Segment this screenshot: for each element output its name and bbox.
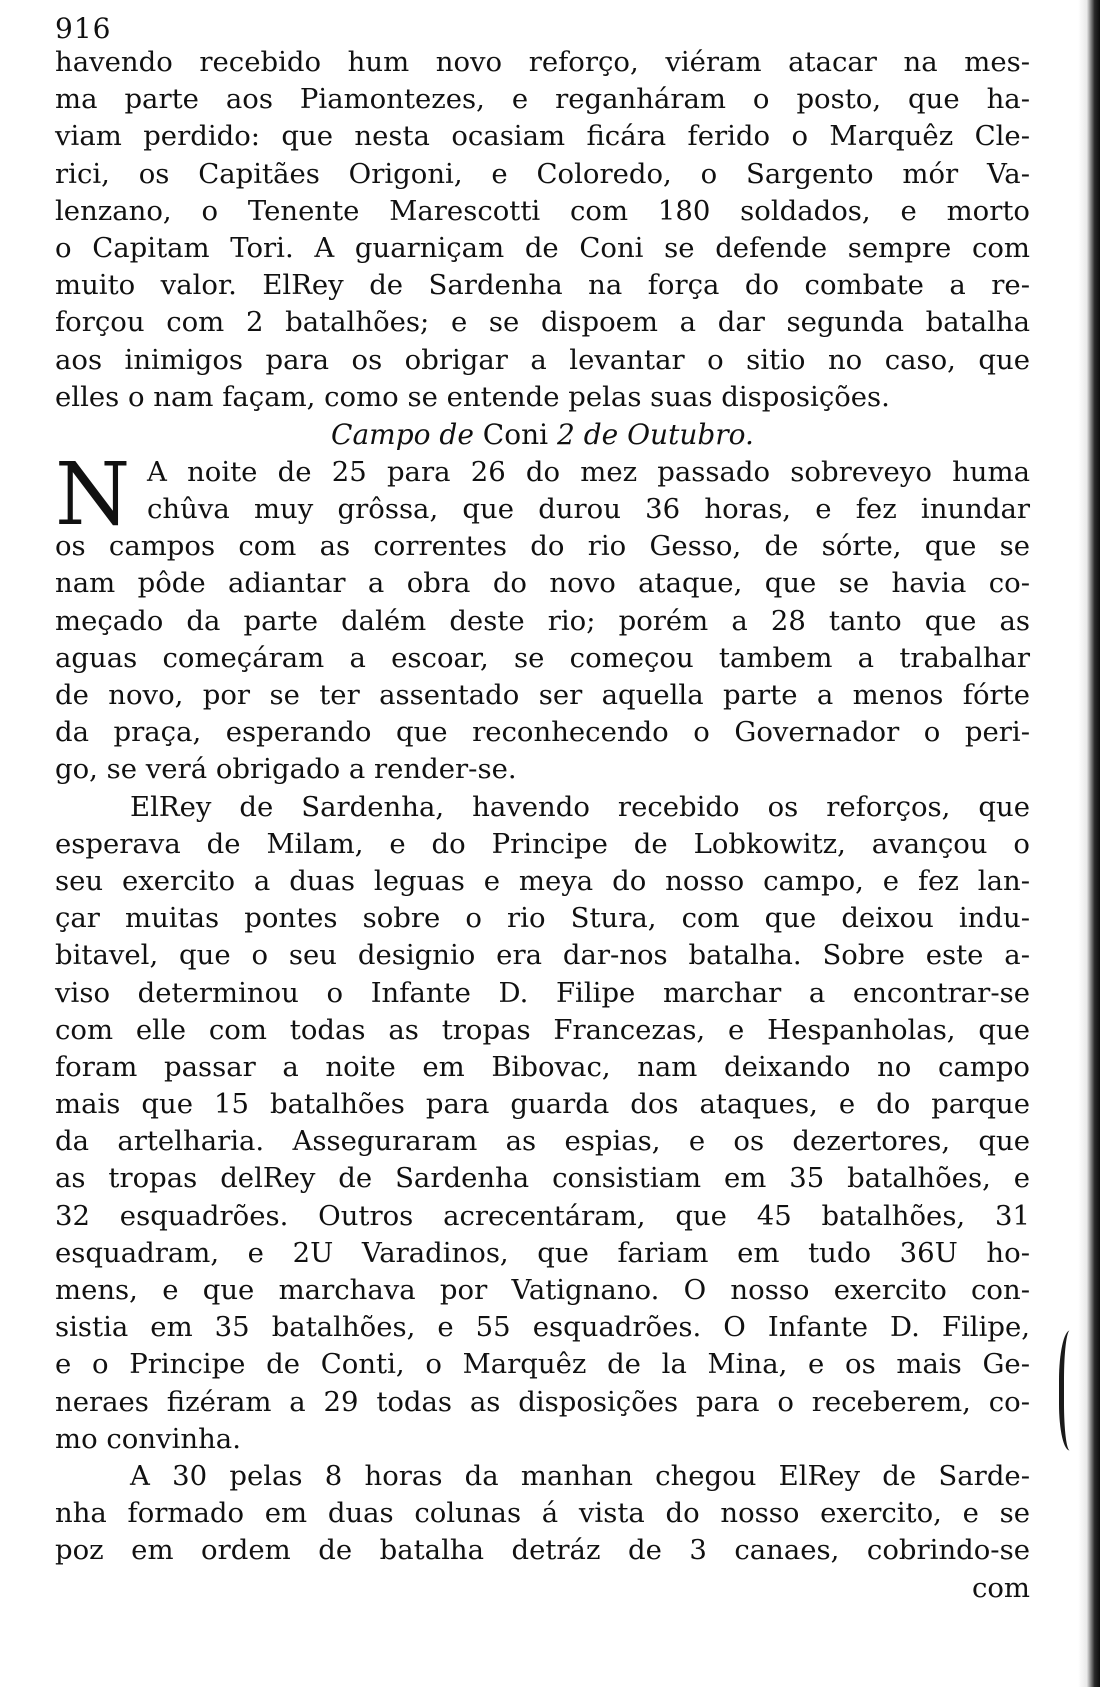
text-line: de novo, por se ter assentado ser aquella parte a menos fórte <box>55 679 1030 711</box>
text-line: mens, e que marchava por Vatignano. O nosso exercito con- <box>55 1274 1030 1306</box>
paragraph-2 <box>55 444 1030 789</box>
document-page <box>55 14 1030 1607</box>
text-line: çar muitas pontes sobre o rio Stura, com que deixou indu- <box>55 902 1030 935</box>
text-line: aguas começáram a escoar, se começou tambem a trabalhar <box>55 641 1030 674</box>
text-line: havendo recebido hum novo reforço, viéram atacar na mes- <box>55 46 1030 78</box>
text-line: elles o nam façam, como se entende pelas suas disposições. <box>55 380 890 413</box>
text-line: nha formado em duas colunas á vista do nosso exercito, e se <box>55 1497 1030 1530</box>
text-line: com elle com todas as tropas Francezas, e Hespanholas, que <box>55 1013 1030 1046</box>
text-line: mais que 15 batalhões para guarda dos ataques, e do parque <box>55 1088 1030 1121</box>
text-line: neraes fizéram a 29 todas as disposições para o receberem, co- <box>55 1385 1030 1418</box>
text-line: viso determinou o Infante D. Filipe marchar a encontrar-se <box>55 976 1030 1009</box>
text-line: foram passar a noite em Bibovac, nam deixando no campo <box>55 1050 1030 1083</box>
text-line: da artelharia. Asseguraram as espias, e os dezertores, que <box>55 1125 1030 1158</box>
text-line: bitavel, que o seu designio era dar-nos batalha. Sobre este a- <box>55 939 1030 972</box>
text-line: poz em ordem de batalha detráz de 3 canaes, cobrindo-se <box>55 1534 1030 1567</box>
drop-cap: N <box>55 444 131 545</box>
text-line: 32 esquadrões. Outros acrecentáram, que 45 batalhões, 31 <box>55 1199 1030 1232</box>
page-number: 916 <box>55 12 112 45</box>
text-line: lenzano, o Tenente Marescotti com 180 soldados, e morto <box>55 194 1030 227</box>
paragraph-4 <box>55 1458 1030 1607</box>
text-line: A 30 pelas 8 horas da manhan chegou ElRey de Sarde- <box>130 1459 1030 1492</box>
text-line: da praça, esperando que reconhecendo o Governador o peri- <box>55 716 1030 749</box>
heading-prefix: Campo de <box>331 417 474 451</box>
text-line: seu exercito a duas leguas e meya do nosso campo, e fez lan- <box>55 864 1030 897</box>
text-line: os campos com as correntes do rio Gesso, de sórte, que se <box>55 530 1030 563</box>
text-line: e o Principe de Conti, o Marquêz de la Mina, e os mais Ge- <box>55 1348 1030 1381</box>
text-line: go, se verá obrigado a render-se. <box>55 753 517 786</box>
text-line: nam pôde adiantar a obra do novo ataque, que se havia co- <box>55 567 1030 600</box>
text-line: forçou com 2 batalhões; e se dispoem a dar segunda batalha <box>55 306 1030 339</box>
margin-bracket-mark <box>1059 1328 1086 1452</box>
dateline-heading <box>55 416 1030 454</box>
heading-date: 2 de Outubro. <box>556 417 754 451</box>
heading-place: Coni <box>482 417 549 451</box>
text-line: as tropas delRey de Sardenha consistiam em 35 batalhões, e <box>55 1162 1030 1195</box>
text-line: A noite de 25 para 26 do mez passado sobreveyo huma <box>147 455 1030 488</box>
text-line: ma parte aos Piamontezes, e reganháram o posto, que ha- <box>55 83 1030 116</box>
text-line: esquadram, e 2U Varadinos, que fariam em tudo 36U ho- <box>55 1236 1030 1269</box>
paragraph-1 <box>55 44 1030 416</box>
catchword: com <box>971 1571 1030 1604</box>
text-line: ElRey de Sardenha, havendo recebido os reforços, que <box>130 790 1030 823</box>
text-line: viam perdido: que nesta ocasiam ficára ferido o Marquêz Cle- <box>55 120 1030 153</box>
text-line: aos inimigos para os obrigar a levantar o sitio no caso, que <box>55 343 1030 376</box>
text-line: rici, os Capitães Origoni, e Coloredo, o Sargento mór Va- <box>55 157 1030 190</box>
text-line: chûva muy grôssa, que durou 36 horas, e fez inundar <box>147 493 1030 526</box>
text-line: mo convinha. <box>55 1422 241 1455</box>
text-line: sistia em 35 batalhões, e 55 esquadrões. O Infante D. Filipe, <box>55 1311 1030 1344</box>
text-line: o Capitam Tori. A guarniçam de Coni se defende sempre com <box>55 231 1030 264</box>
paragraph-3 <box>55 789 1030 1458</box>
text-line: esperava de Milam, e do Principe de Lobkowitz, avançou o <box>55 827 1030 860</box>
text-line: muito valor. ElRey de Sardenha na força do combate a re- <box>55 269 1030 302</box>
text-line: meçado da parte dalém deste rio; porém a 28 tanto que as <box>55 604 1030 637</box>
